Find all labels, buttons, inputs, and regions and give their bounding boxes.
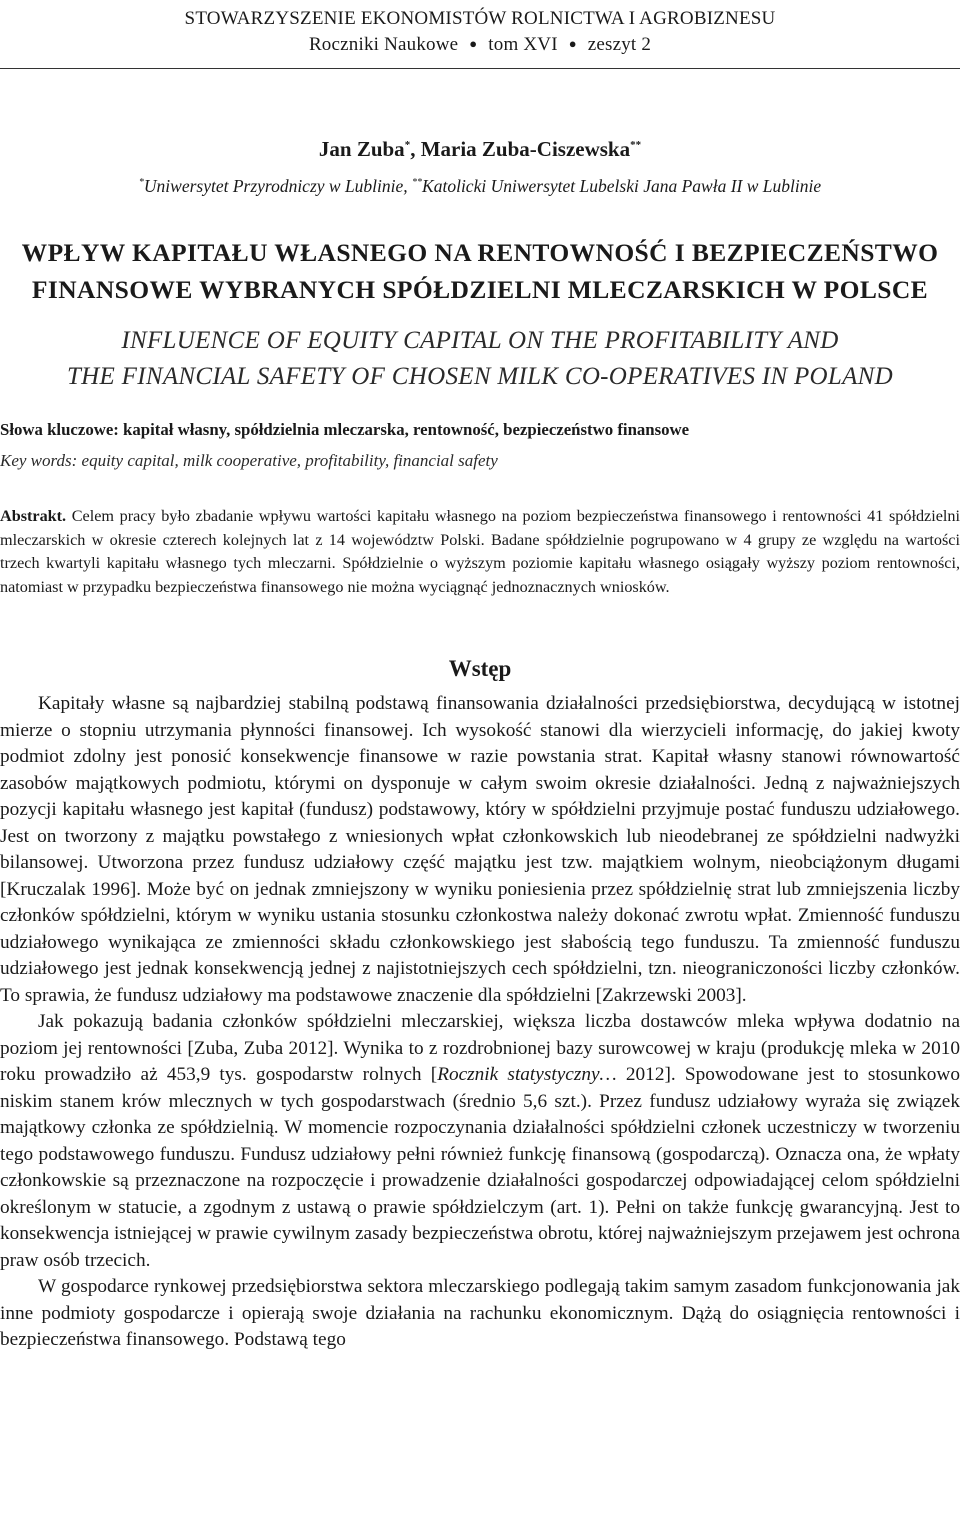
keywords-polish: Słowa kluczowe: kapitał własny, spółdzielnia mleczarska, rentowność, bezpieczeństwo finansowe: [0, 420, 690, 439]
author-separator: ,: [410, 137, 421, 161]
paragraph-text: 2012]. Spowodowane jest to stosunkowo niskim stanem krów mlecznych w tych gospodarstwach (średnio 5,6 szt.). Przez fundusz udziałowy wyraża się związek majątkowy członka ze spółdzielnią. W momencie rozpoczynania działalności spółdzielni członek uczestniczy w tworzeniu tego podstawowego funduszu. Fundusz udziałowy pełni również funkcję finansową (gospodarczą). Oznacza ona, że wpłaty członkowskie są przeznaczone na rozpoczęcie i prowadzenie działalności gospodarczej odpowiadającej celom spółdzielni określonym w statucie, a zgodnym z ustawą o prawie spółdzielczym (art. 1). Pełni on także funkcję gwarancyjną. Jest to konsekwencja istniejącej w prawie cywilnym zasady bezpieczeństwa obrotu, której najważniejszym przejawem jest ochrona praw osób trzecich.: [0, 1064, 960, 1271]
footnote-mark: *: [404, 139, 411, 151]
abstract: [0, 505, 960, 599]
paragraph: [0, 1009, 960, 1274]
paragraph: W gospodarce rynkowej przedsiębiorstwa sektora mleczarskiego podlegają takim samym zasadom funkcjonowania jak inne podmioty gospodarcze i opierają swoje działania na rachunku ekonomicznym. Dążą do osiągnięcia rentowności i bezpieczeństwa finansowego. Podstawą tego: [0, 1276, 960, 1350]
keywords-english: Key words: equity capital, milk cooperative, profitability, financial safety: [0, 451, 498, 470]
title-line: WPŁYW KAPITAŁU WŁASNEGO NA RENTOWNOŚĆ I BEZPIECZEŃSTWO: [21, 238, 939, 267]
association-name: STOWARZYSZENIE EKONOMISTÓW ROLNICTWA I AGROBIZNESU: [184, 8, 776, 29]
title-line: INFLUENCE OF EQUITY CAPITAL ON THE PROFITABILITY AND: [121, 327, 839, 354]
author-name: Jan Zuba: [318, 137, 405, 161]
authors-line: [0, 137, 960, 162]
abstract-text: Celem pracy było zbadanie wpływu wartości kapitału własnego na poziom bezpieczeństwa finansowego i rentowności 41 spółdzielni mleczarskich w okresie czterech kolejnych lat z 14 województw Polski. Badane spółdzielnie pogrupowano w 4 grupy ze względu na wartości trzech kwartyli kapitału własnego tych mleczarni. Spółdzielnie o wyższym poziomie kapitału własnego osiągały wyższy poziom rentowności, natomiast w przypadku bezpieczeństwa finansowego nie można wyciągnąć jednoznacznych wniosków.: [0, 507, 960, 596]
title-line: FINANSOWE WYBRANYCH SPÓŁDZIELNI MLECZARSKICH W POLSCE: [31, 275, 929, 304]
footnote-mark: **: [412, 177, 423, 189]
journal-volume: tom XVI: [488, 34, 558, 55]
bullet-separator-icon: ●: [568, 36, 577, 51]
citation-italic: Rocznik statystyczny…: [437, 1064, 617, 1085]
bullet-separator-icon: ●: [469, 36, 478, 51]
journal-header: [0, 6, 960, 57]
paragraph: Kapitały własne są najbardziej stabilną podstawą finansowania działalności przedsiębiorstwa, decydującą w istotnej mierze o stopniu utrzymania płynności finansowej. Ich wysokość stanowi dla wierzycieli informację, do jakiej kwoty podmiot zdolny jest ponosić konsekwencje finansowe w razie powstania strat. Kapitał własny stanowi równowartość zasobów majątkowych podmiotu, którymi on dysponuje w całym swoim okresie działalności. Jedną z najważniejszych pozycji kapitału własnego jest kapitał (fundusz) podstawowy, który w spółdzielni przyjmuje postać funduszu udziałowego. Jest on tworzony z majątku powstałego z wniesionych wpłat członkowskich lub nieodebranej ze spółdzielni nadwyżki bilansowej. Utworzona przez fundusz udziałowy część majątku jest tzw. majątkiem wolnym, nieobciążonym długami [Kruczalak 1996]. Może być on jednak zmniejszony w wyniku poniesienia przez spółdzielnię strat lub zmniejszenia liczby członków spółdzielni, którym w wyniku ustania stosunku członkostwa należy dokonać zwrotu wpłat. Zmienność funduszu udziałowego wynikająca ze zmienności składu członkowskiego jest słabością tego funduszu. Ta zmienność funduszu udziałowego jest jednak konsekwencją jednej z najistotniejszych cech spółdzielni, tzn. nieograniczoności liczby członków. To sprawia, że fundusz udziałowy ma podstawowe znaczenie dla spółdzielni [Zakrzewski 2003].: [0, 693, 960, 1006]
body-text: [0, 691, 960, 1354]
journal-issue: zeszyt 2: [587, 34, 652, 55]
affiliation: Katolicki Uniwersytet Lubelski Jana Pawła II w Lublinie: [422, 176, 822, 196]
footnote-mark: **: [630, 139, 642, 151]
title-english: [0, 323, 960, 395]
journal-name: Roczniki Naukowe: [308, 34, 459, 55]
affiliations-line: [0, 176, 960, 197]
affiliation: Uniwersytet Przyrodniczy w Lublinie,: [143, 176, 413, 196]
footnote-mark: *: [138, 177, 144, 189]
abstract-label: Abstrakt.: [0, 507, 67, 525]
title-line: THE FINANCIAL SAFETY OF CHOSEN MILK CO-OPERATIVES IN POLAND: [66, 363, 894, 390]
paragraph-text: Jak pokazują badania członków spółdzielni mleczarskiej, większa liczba dostawców mleka wpływa dodatnio na poziom jej rentowności [Zuba, Zuba 2012]. Wynika to z rozdrobnionej bazy surowcowej w kraju (produkcję mleka w 2010 roku prowadziło aż 453,9 tys. gospodarstw rolnych [: [0, 1011, 960, 1085]
title-polish: [0, 234, 960, 308]
section-title: Wstęp: [448, 656, 512, 681]
header-divider: [0, 68, 960, 69]
journal-info: [0, 31, 960, 57]
author-name: Maria Zuba-Ciszewska: [420, 137, 631, 161]
